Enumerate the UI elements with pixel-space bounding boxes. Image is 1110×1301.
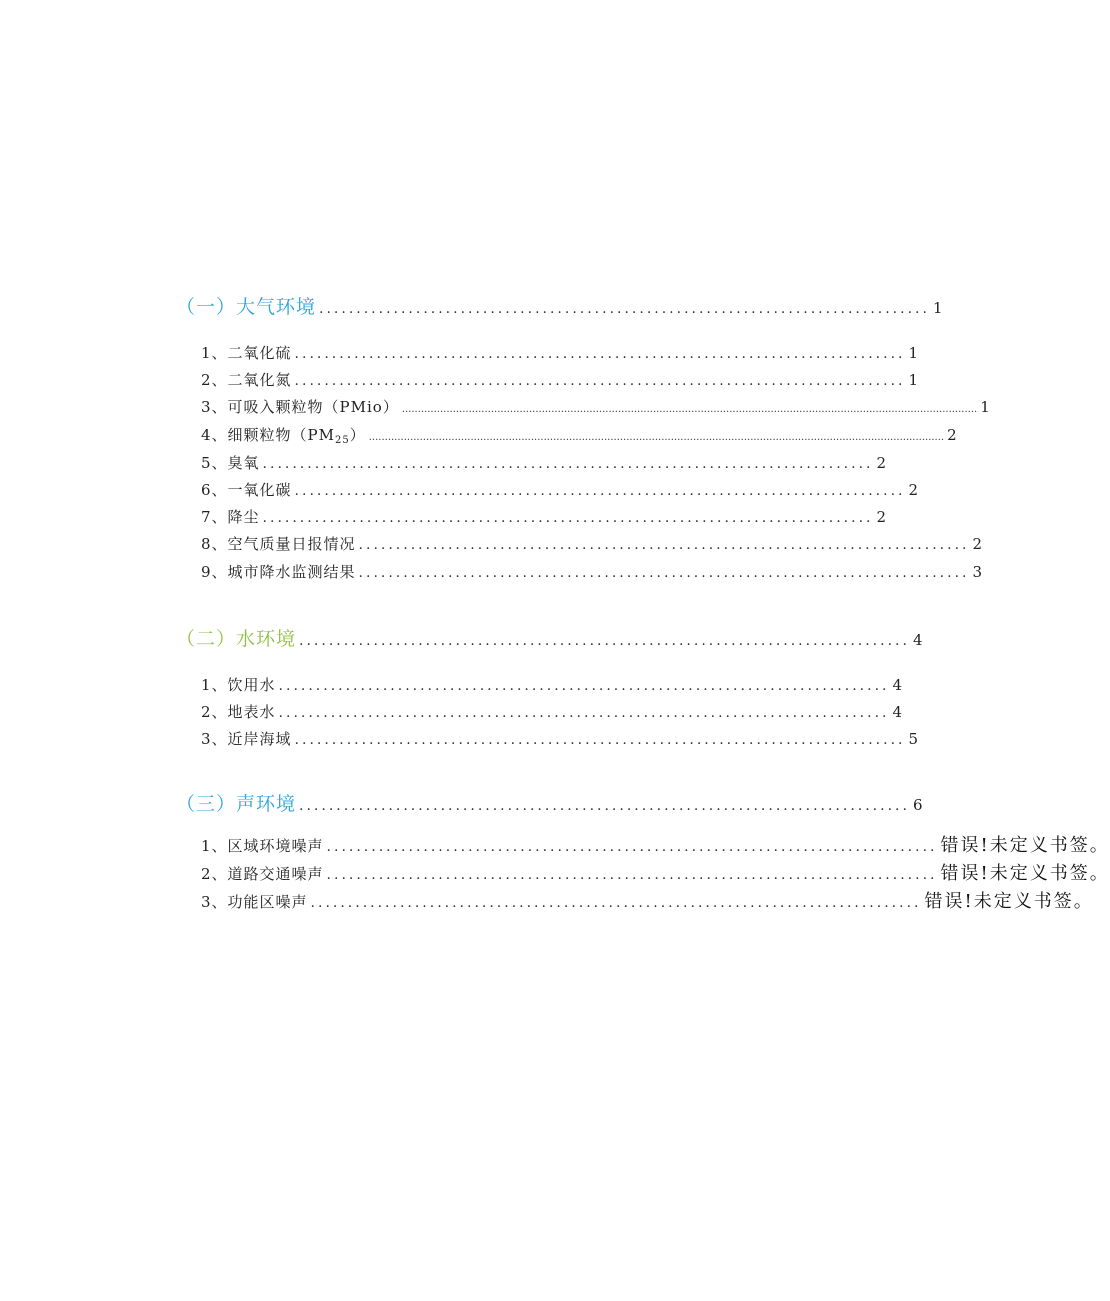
dot-leader: .................................................................................. — [294, 732, 906, 748]
dot-leader: .................................................................................. — [294, 373, 906, 389]
page-number: 1 — [980, 398, 990, 416]
dot-leader: .................................................................................. — [299, 633, 910, 649]
dot-leader: .................................................................................. — [326, 867, 938, 883]
dot-leader: .................................................................................. — [278, 705, 890, 721]
toc-item[interactable] — [201, 424, 957, 446]
page-number: 4 — [912, 631, 923, 649]
section-title: （二）水环境 — [176, 628, 297, 650]
item-label: 1、二氧化硫 — [201, 344, 292, 362]
toc-item[interactable] — [201, 887, 1094, 913]
section-title: （一）大气环境 — [176, 296, 317, 318]
toc-item[interactable] — [201, 369, 919, 390]
item-label: 6、一氧化碳 — [201, 481, 292, 499]
dot-leader: .................................................................................. — [262, 510, 874, 526]
toc-item[interactable] — [201, 701, 903, 722]
dot-leader: .................................................................................. — [310, 895, 922, 911]
dot-leader: .................................................................................. — [294, 346, 906, 362]
item-label: 1、饮用水 — [201, 676, 276, 694]
dot-leader: .................................................................................. — [278, 678, 890, 694]
page-number: 1 — [932, 299, 943, 317]
item-label-subscript: 25 — [335, 435, 350, 446]
toc-item[interactable] — [201, 396, 990, 417]
item-label: 2、二氧化氮 — [201, 371, 292, 389]
page-number: 2 — [947, 426, 957, 444]
dot-leader: ..................................................................................................................................................................................... — [401, 404, 978, 415]
item-label: 9、城市降水监测结果 — [201, 563, 356, 581]
toc-item[interactable] — [201, 479, 919, 500]
dot-leader: .................................................................................. — [262, 456, 874, 472]
bookmark-error: 错误!未定义书签。 — [924, 891, 1094, 912]
item-label — [201, 424, 366, 446]
toc-item[interactable] — [201, 674, 903, 695]
toc-item[interactable] — [201, 452, 887, 473]
page-number: 2 — [876, 508, 887, 526]
dot-leader: .................................................................................. — [319, 301, 930, 317]
page-number: 2 — [876, 454, 887, 472]
item-label: 2、道路交通噪声 — [201, 865, 324, 883]
toc-item[interactable] — [201, 533, 983, 554]
page-number: 3 — [972, 563, 983, 581]
page-number: 1 — [908, 371, 919, 389]
dot-leader: ..................................................................................................................................................................................... — [368, 432, 945, 443]
item-label: 2、地表水 — [201, 703, 276, 721]
toc-item[interactable] — [201, 561, 983, 582]
item-label: 5、臭氧 — [201, 454, 260, 472]
toc-section-water[interactable] — [176, 624, 923, 651]
toc-section-noise[interactable] — [176, 789, 923, 816]
item-label: 1、区域环境噪声 — [201, 837, 324, 855]
toc-section-air[interactable] — [176, 292, 943, 319]
toc-item[interactable] — [201, 728, 919, 749]
bookmark-error: 错误!未定义书签。 — [940, 863, 1110, 884]
bookmark-error: 错误!未定义书签。 — [940, 835, 1110, 856]
page-number: 2 — [908, 481, 919, 499]
section-title: （三）声环境 — [176, 793, 297, 815]
page-number: 5 — [908, 730, 919, 748]
item-label-tail: ） — [349, 426, 366, 444]
page-number: 2 — [972, 535, 983, 553]
dot-leader: .................................................................................. — [326, 839, 938, 855]
item-label: 3、功能区噪声 — [201, 893, 308, 911]
toc-item[interactable] — [201, 831, 1110, 857]
toc-item[interactable] — [201, 342, 919, 363]
page-number: 1 — [908, 344, 919, 362]
item-label-main: 4、细颗粒物（PM — [201, 426, 335, 444]
page-number: 4 — [892, 703, 903, 721]
page-number: 6 — [912, 796, 923, 814]
toc-item[interactable] — [201, 506, 887, 527]
item-label: 8、空气质量日报情况 — [201, 535, 356, 553]
dot-leader: .................................................................................. — [294, 483, 906, 499]
item-label: 3、近岸海域 — [201, 730, 292, 748]
dot-leader: .................................................................................. — [358, 537, 970, 553]
item-label: 3、可吸入颗粒物（PMio） — [201, 398, 399, 416]
dot-leader: .................................................................................. — [299, 798, 910, 814]
page-number: 4 — [892, 676, 903, 694]
item-label: 7、降尘 — [201, 508, 260, 526]
dot-leader: .................................................................................. — [358, 565, 970, 581]
toc-item[interactable] — [201, 859, 1110, 885]
